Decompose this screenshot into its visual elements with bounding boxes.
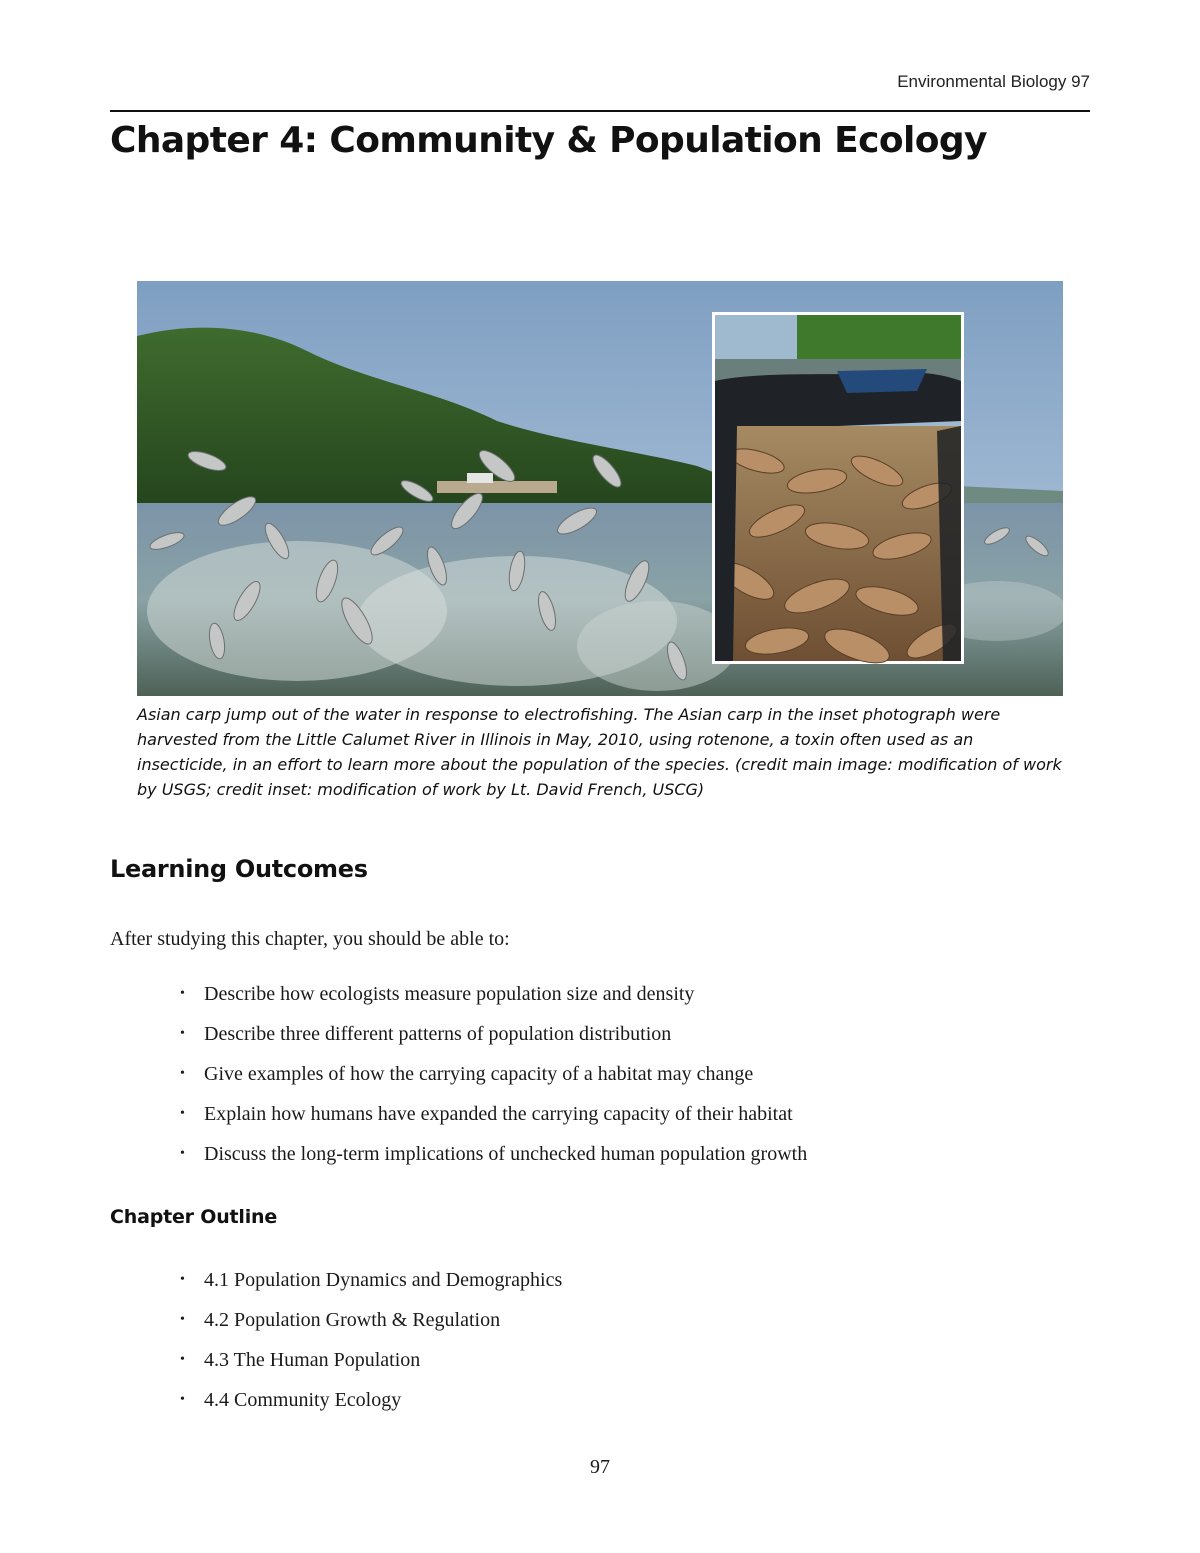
list-item bbox=[176, 1387, 562, 1427]
bullet-icon: • bbox=[180, 986, 185, 1001]
running-header: Environmental Biology 97 bbox=[897, 72, 1090, 91]
outcome-text: Describe three different patterns of population distribution bbox=[204, 1023, 672, 1045]
list-item bbox=[176, 1307, 562, 1347]
outcome-text: Give examples of how the carrying capacity of a habitat may change bbox=[204, 1063, 754, 1085]
outline-link[interactable]: 4.4 Community Ecology bbox=[204, 1389, 402, 1411]
list-item bbox=[176, 1141, 807, 1181]
bullet-icon: • bbox=[180, 1146, 185, 1161]
header-rule bbox=[110, 110, 1090, 112]
list-item bbox=[176, 981, 807, 1021]
learning-outcomes-intro: After studying this chapter, you should be able to: bbox=[110, 928, 510, 950]
outcome-text: Explain how humans have expanded the carrying capacity of their habitat bbox=[204, 1103, 793, 1125]
bullet-icon: • bbox=[180, 1352, 185, 1367]
list-item bbox=[176, 1061, 807, 1101]
learning-outcomes-list bbox=[176, 981, 807, 1181]
outline-link[interactable]: 4.3 The Human Population bbox=[204, 1349, 421, 1371]
bullet-icon: • bbox=[180, 1312, 185, 1327]
list-item bbox=[176, 1267, 562, 1307]
chapter-photo bbox=[137, 281, 1063, 696]
bullet-icon: • bbox=[180, 1272, 185, 1287]
page-number: 97 bbox=[590, 1456, 610, 1478]
bullet-icon: • bbox=[180, 1106, 185, 1121]
learning-outcomes-heading: Learning Outcomes bbox=[110, 855, 368, 883]
bullet-icon: • bbox=[180, 1392, 185, 1407]
bullet-icon: • bbox=[180, 1066, 185, 1081]
outcome-text: Discuss the long-term implications of unchecked human population growth bbox=[204, 1143, 808, 1165]
bullet-icon: • bbox=[180, 1026, 185, 1041]
chapter-outline-heading: Chapter Outline bbox=[110, 1206, 278, 1228]
list-item bbox=[176, 1101, 807, 1141]
figure-caption: Asian carp jump out of the water in response to electrofishing. The Asian carp in the inset photograph were harvested from the Little Calumet River in Illinois in May, 2010, using rotenone, a toxin often used as an insecticide, in an effort to learn more about the population of the species. (credit main image: modification of work by USGS; credit inset: modification of work by Lt. David French, USCG) bbox=[137, 705, 1062, 799]
list-item bbox=[176, 1021, 807, 1061]
chapter-outline-list bbox=[176, 1267, 562, 1427]
outline-link[interactable]: 4.1 Population Dynamics and Demographics bbox=[204, 1269, 563, 1291]
list-item bbox=[176, 1347, 562, 1387]
chapter-title: Chapter 4: Community & Population Ecology bbox=[110, 120, 987, 161]
outcome-text: Describe how ecologists measure population size and density bbox=[204, 983, 695, 1005]
outline-link[interactable]: 4.2 Population Growth & Regulation bbox=[204, 1309, 501, 1331]
